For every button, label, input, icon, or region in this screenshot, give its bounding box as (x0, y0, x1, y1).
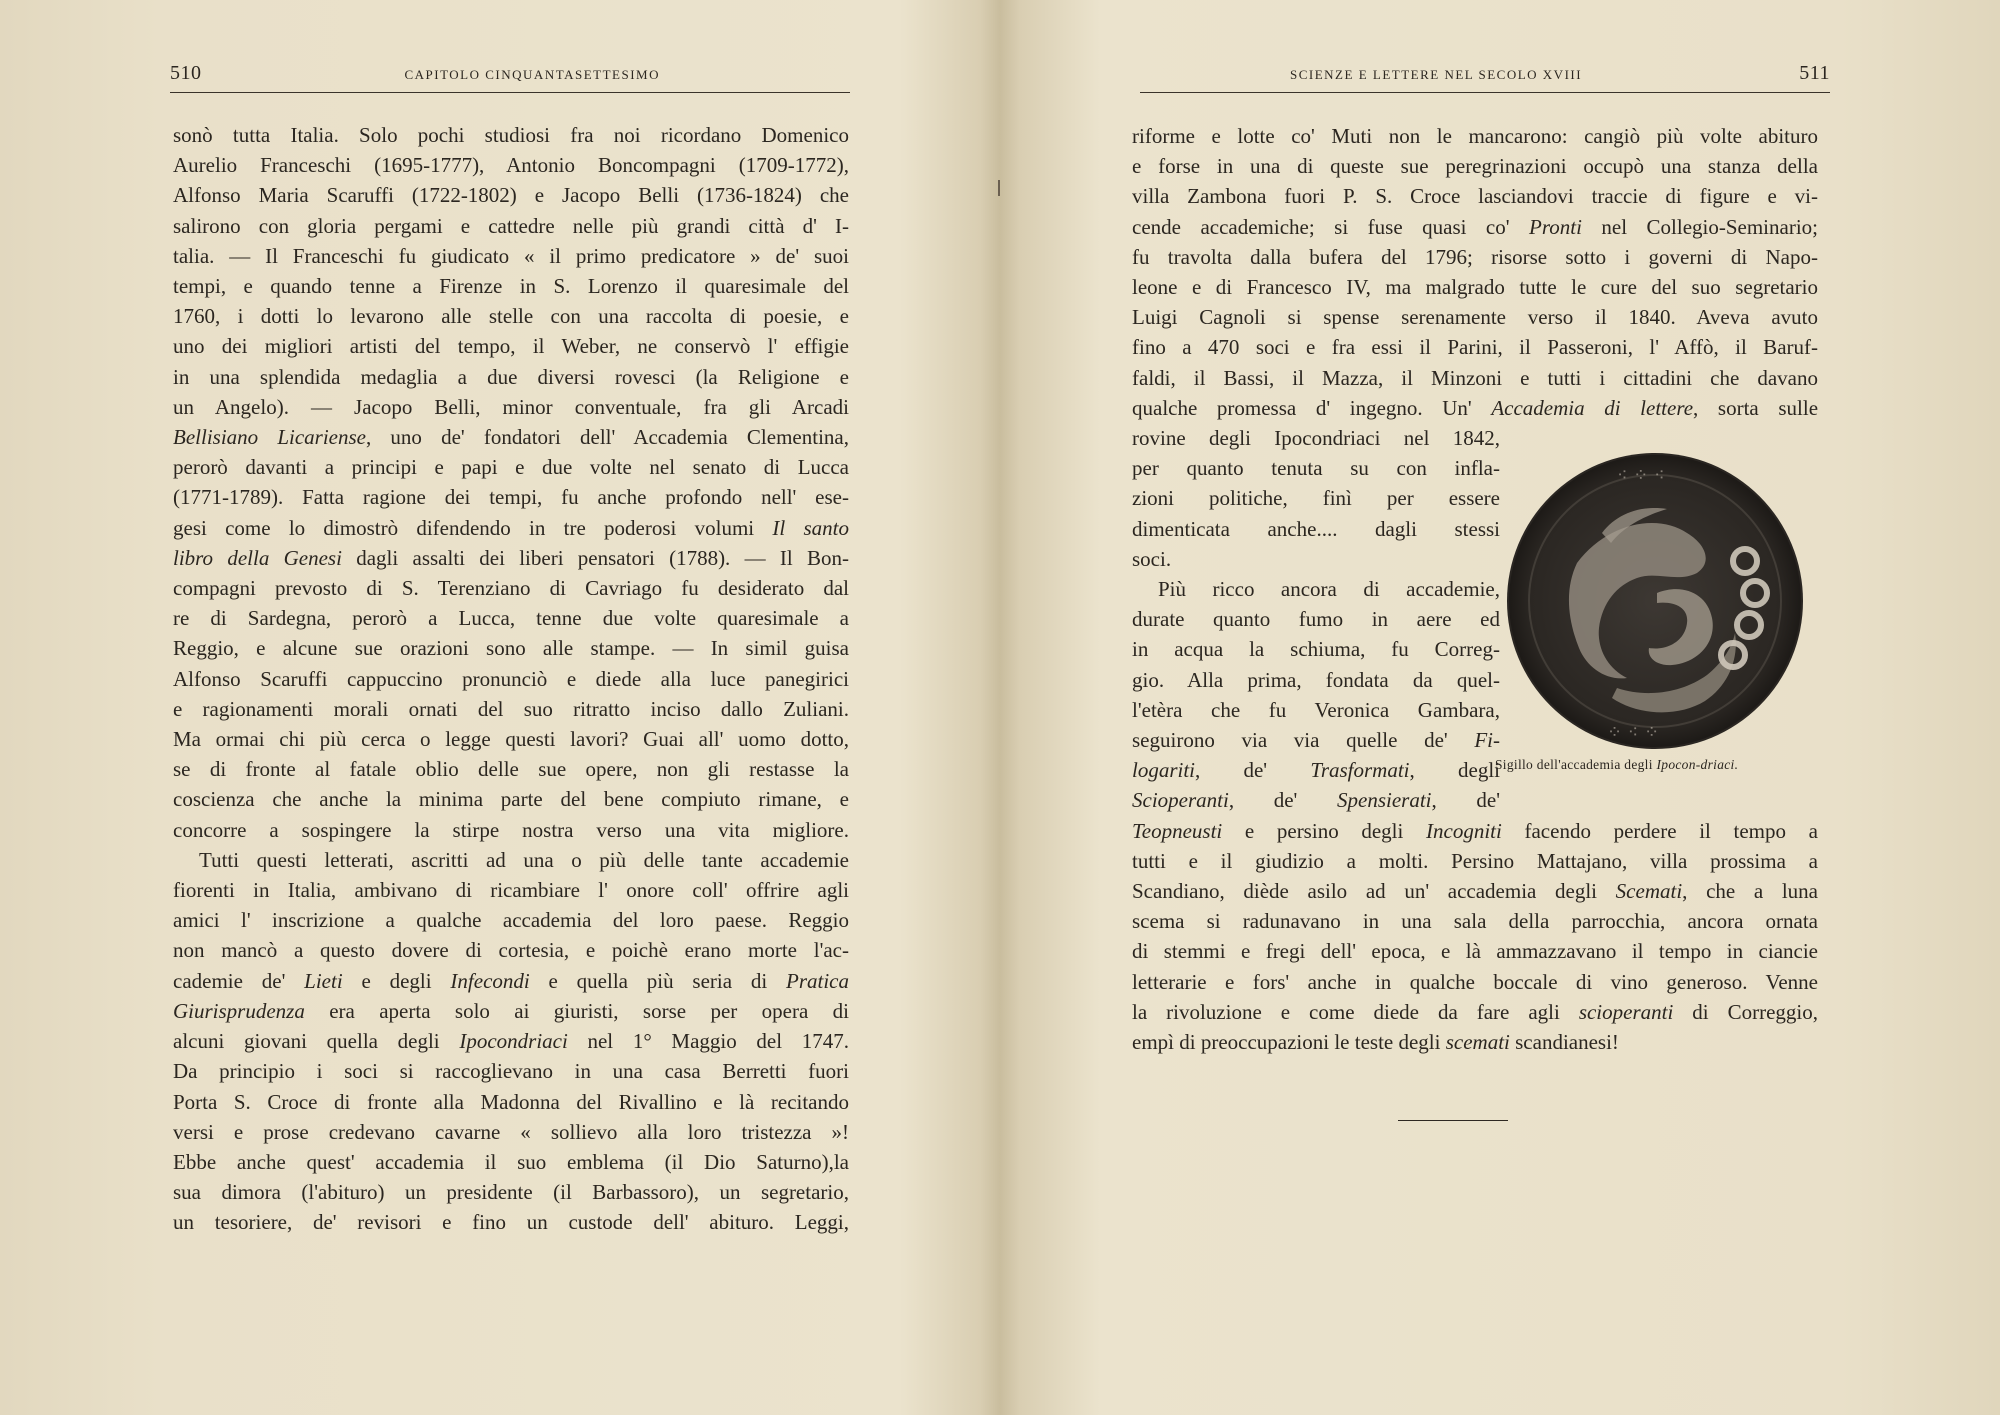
svg-text:⁘ ⁖ ⁘: ⁘ ⁖ ⁘ (1607, 722, 1660, 743)
left-line: Porta S. Croce di fronte alla Madonna del Rivallino e là recitando (173, 1089, 849, 1114)
caption-text: Sigillo dell'accademia degli (1495, 757, 1657, 772)
right-narrow-line: per quanto tenuta su con infla- (1132, 456, 1500, 481)
left-line: uno dei migliori artisti del tempo, il Weber, ne conservò l' effigie (173, 334, 849, 359)
left-line: concorre a sospingere la stirpe nostra verso una vita migliore. (173, 817, 849, 842)
right-bottom-line: Scandiano, diède asilo ad un' accademia degli Scemati, che a luna (1132, 879, 1818, 904)
left-line: tempi, e quando tenne a Firenze in S. Lorenzo il quaresimale del (173, 274, 849, 299)
left-running-head (170, 62, 850, 93)
right-narrow-line: seguirono via via quelle de' Fi- (1132, 728, 1500, 753)
right-bottom-line: Teopneusti e persino degli Incogniti facendo perdere il tempo a (1132, 818, 1818, 843)
right-bottom-line: scema si radunavano in una sala della parrocchia, ancora ornata (1132, 909, 1818, 934)
right-bottom-line: di stemmi e fregi dell' epoca, e là ammazzavano il tempo in ciancie (1132, 939, 1818, 964)
right-top-line: fino a 470 soci e fra essi il Parini, il Passeroni, l' Affò, il Baruf- (1132, 335, 1818, 360)
right-running-title: SCIENZE E LETTERE NEL SECOLO XVIII (1290, 67, 1583, 82)
left-line: salirono con gloria pergami e cattedre nelle più grandi città d' I- (173, 213, 849, 238)
caption-italic: Ipocon-driaci. (1656, 757, 1739, 772)
right-top-line: cende accademiche; si fuse quasi co' Pronti nel Collegio-Seminario; (1132, 214, 1818, 239)
figure-caption (1495, 755, 1825, 775)
right-top-line: villa Zambona fuori P. S. Croce lasciandovi traccie di figure e vi- (1132, 184, 1818, 209)
right-bottom-line: letterarie e fors' anche in qualche boccale di vino generoso. Venne (1132, 969, 1818, 994)
left-line: amici l' inscrizione a qualche accademia del loro paese. Reggio (173, 908, 849, 933)
left-line: Aurelio Franceschi (1695-1777), Antonio Boncompagni (1709-1772), (173, 153, 849, 178)
left-line: sonò tutta Italia. Solo pochi studiosi fra noi ricordano Domenico (173, 123, 849, 147)
right-narrow-line: in acqua la schiuma, fu Correg- (1132, 637, 1500, 662)
left-line: sua dimora (l'abituro) un presidente (il Barbassoro), un segretario, (173, 1180, 849, 1205)
right-narrow-line: dimenticata anche.... dagli stessi (1132, 516, 1500, 541)
right-narrow-line: gio. Alla prima, fondata da quel- (1132, 667, 1500, 692)
right-page-number: 511 (1799, 62, 1830, 84)
right-top-line: fu travolta dalla bufera del 1796; risorse sotto i governi di Napo- (1132, 244, 1818, 269)
left-line: Alfonso Scaruffi cappuccino pronunciò e diede alla luce panegirici (173, 666, 849, 691)
gutter-mark (998, 180, 1000, 196)
left-line: un Angelo). — Jacopo Belli, minor conventuale, fra gli Arcadi (173, 394, 849, 419)
right-narrow-line: zioni politiche, finì per essere (1132, 486, 1500, 511)
right-top-line: faldi, il Bassi, il Mazza, il Minzoni e tutti i cittadini che davano (1132, 365, 1818, 390)
left-line: Alfonso Maria Scaruffi (1722-1802) e Jacopo Belli (1736-1824) che (173, 183, 849, 208)
right-narrow-line: logariti, de' Trasformati, degli (1132, 758, 1500, 783)
right-bottom-line: empì di preoccupazioni le teste degli scemati scandianesi! (1132, 1030, 1619, 1055)
left-line: non mancò a questo dovere di cortesia, e poichè erano morte l'ac- (173, 938, 849, 963)
right-narrow-line: durate quanto fumo in aere ed (1132, 607, 1500, 632)
right-top-line: leone e di Francesco IV, ma malgrado tutte le cure del suo segretario (1132, 275, 1818, 300)
right-narrow-line: Scioperanti, de' Spensierati, de' (1132, 788, 1500, 813)
left-line: coscienza che anche la minima parte del bene compiuto rimane, e (173, 787, 849, 812)
right-top-line: riforme e lotte co' Muti non le mancarono: cangiò più volte abituro (1132, 124, 1818, 148)
left-line: Bellisiano Licariense, uno de' fondatori dell' Accademia Clementina, (173, 425, 849, 450)
left-line: libro della Genesi dagli assalti dei liberi pensatori (1788). — Il Bon- (173, 545, 849, 570)
left-running-title: CAPITOLO CINQUANTASETTESIMO (404, 67, 660, 82)
left-line: re di Sardegna, perorò a Lucca, tenne due volte quaresimale a (173, 606, 849, 631)
seal-image (1507, 453, 1803, 749)
right-bottom-line: tutti e il giudizio a molti. Persino Mattajano, villa prossima a (1132, 848, 1818, 873)
right-top-line: e forse in una di queste sue peregrinazioni occupò una stanza della (1132, 154, 1818, 179)
svg-text:⁖ ⁘ ⁖: ⁖ ⁘ ⁖ (1617, 465, 1665, 486)
right-narrow-line: Più ricco ancora di accademie, (1158, 577, 1500, 602)
left-line: in una splendida medaglia a due diversi rovesci (la Religione e (173, 364, 849, 389)
left-page (0, 0, 990, 1415)
left-line: versi e prose credevano cavarne « sollievo alla loro tristezza »! (173, 1119, 849, 1144)
figure-seal (1495, 453, 1825, 793)
right-narrow-line: soci. (1132, 546, 1172, 571)
right-running-head (1140, 62, 1830, 93)
left-line: (1771-1789). Fatta ragione dei tempi, fu anche profondo nell' ese- (173, 485, 849, 510)
left-body-text (173, 120, 849, 1238)
right-bottom-line: la rivoluzione e come diede da fare agli scioperanti di Correggio, (1132, 999, 1818, 1024)
left-page-number: 510 (170, 62, 202, 84)
left-line: talia. — Il Franceschi fu giudicato « il primo predicatore » de' suoi (173, 243, 849, 268)
end-rule (1398, 1120, 1508, 1121)
left-line: compagni prevosto di S. Terenziano di Cavriago fu desiderato dal (173, 576, 849, 601)
left-line: Reggio, e alcune sue orazioni sono alle stampe. — In simil guisa (173, 636, 849, 661)
left-line: fiorenti in Italia, ambivano di ricambiare l' onore coll' offrire agli (173, 878, 849, 903)
left-line: gesi come lo dimostrò difendendo in tre poderosi volumi Il santo (173, 515, 849, 540)
right-top-line: Luigi Cagnoli si spense serenamente verso il 1840. Aveva avuto (1132, 305, 1818, 330)
left-line: Ebbe anche quest' accademia il suo emblema (il Dio Saturno),la (173, 1149, 849, 1174)
right-page (1010, 0, 2000, 1415)
left-line: alcuni giovani quella degli Ipocondriaci nel 1° Maggio del 1747. (173, 1029, 849, 1054)
right-narrow-line: rovine degli Ipocondriaci nel 1842, (1132, 426, 1500, 451)
left-line: se di fronte al fatale oblio delle sue opere, non gli restasse la (173, 757, 849, 782)
left-line: Tutti questi letterati, ascritti ad una o più delle tante accademie (199, 847, 849, 872)
left-line: Da principio i soci si raccoglievano in una casa Berretti fuori (173, 1059, 849, 1084)
left-line: 1760, i dotti lo levarono alle stelle con una raccolta di poesie, e (173, 304, 849, 329)
left-line: Ma ormai chi più cerca o legge questi lavori? Guai all' uomo dotto, (173, 727, 849, 752)
right-top-line: qualche promessa d' ingegno. Un' Accademia di lettere, sorta sulle (1132, 395, 1818, 420)
seal-illustration-icon (1507, 453, 1803, 749)
left-line: cademie de' Lieti e degli Infecondi e quella più seria di Pratica (173, 968, 849, 993)
left-line: un tesoriere, de' revisori e fino un custode dell' abituro. Leggi, (173, 1210, 849, 1235)
left-line: perorò davanti a principi e papi e due volte nel senato di Lucca (173, 455, 849, 480)
left-line: Giurisprudenza era aperta solo ai giuristi, sorse per opera di (173, 998, 849, 1023)
right-narrow-line: l'etèra che fu Veronica Gambara, (1132, 697, 1500, 722)
left-line: e ragionamenti morali ornati del suo ritratto inciso dallo Zuliani. (173, 696, 849, 721)
